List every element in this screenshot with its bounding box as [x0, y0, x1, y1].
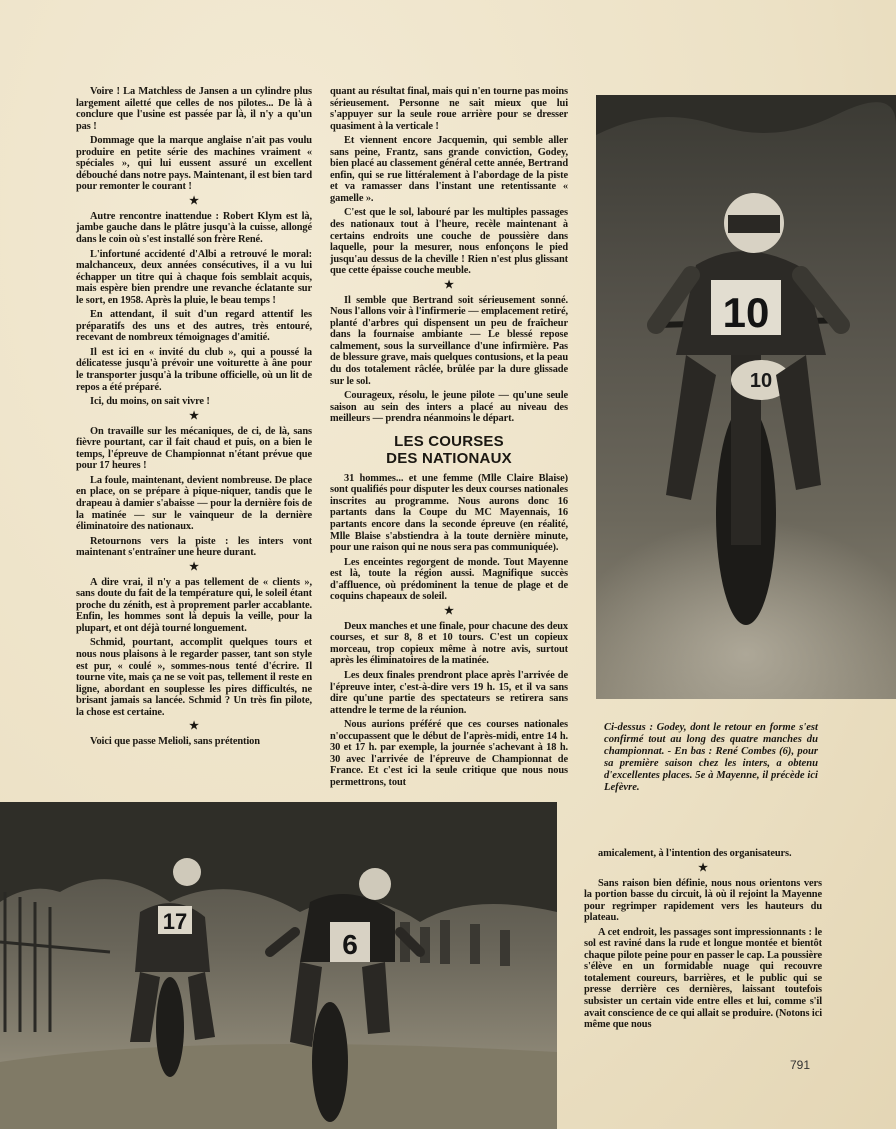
paragraph: Ici, du moins, on sait vivre !	[90, 396, 210, 408]
paragraph: Les deux finales prendront place après l'arrivée de l'épreuve inter, c'est-à-dire vers 19 h. 15, et il va sans dire qu'une partie des spectateurs se retirera sans attendre le terme de la réunion.	[330, 669, 568, 716]
article-column-3	[584, 848, 822, 1034]
paragraph: C'est que le sol, labouré par les multiples passages des nationaux tout à l'heure, recèle maintenant à certains endroits une couche de poussière dans laquelle, pour la mesurer, nous enfonçons le pied jusqu'au dessus de la cheville ! Rien n'est plus glissant que cette épaisse couche meuble.	[330, 207, 568, 277]
rider-bib-number: 10	[722, 289, 770, 336]
rider-bib-number: 17	[162, 909, 188, 934]
paragraph: Il semble que Bertrand soit sérieusement sonné. Nous l'allons voir à l'infirmerie — emplacement retiré, planté d'arbres qui dispensent un peu de fraîcheur dans la fournaise ambiante — Le blessé repose calmement, sous la surveillance d'une infirmière. Pas de blessure grave, mais quelques contusions, et la peau du dos totalement râclée, brûlée par la dure glissade sur le sol.	[330, 294, 568, 387]
paragraph: Retournons vers la piste : les inters vont maintenant s'entraîner une heure durant.	[76, 535, 312, 559]
section-heading-line: LES COURSES	[394, 432, 504, 450]
photo-riders-combes-lefevre	[0, 802, 557, 1129]
paragraph: Voici que passe Melioli, sans prétention	[90, 736, 260, 748]
paragraph: Dommage que la marque anglaise n'ait pas voulu produire en petite série des machines vraiment « spéciales », qui lui eussent assuré un excellent débouché dans notre pays. Maintenant, il est bien tard pour remonter le courant !	[76, 135, 312, 193]
paragraph: amicalement, à l'intention des organisateurs.	[598, 848, 792, 859]
paragraph: Sans raison bien définie, nous nous orientons vers la portion basse du circuit, là où il rejoint la Mayenne pour regrimper rapidement vers les hauteurs du plateau.	[584, 877, 822, 924]
paragraph: L'infortuné accidenté d'Albi a retrouvé le moral: malchanceux, deux années consécutives, il a vu lui échapper un titre qui à chaque fois semblait acquis, mais espère bien prendre une revanche éclatante sur le sort, en 1958. Après la pluie, le beau temps !	[76, 248, 312, 306]
paragraph: A dire vrai, il n'y a pas tellement de « clients », sans doute du fait de la température qui, le soleil étant proche du zénith, est à proprement parler accablante. Enfin, les hommes sont là depuis la veille, pour la plupart, et ont déjà tourné longuement.	[76, 576, 312, 634]
paragraph: On travaille sur les mécaniques, de ci, de là, sans fièvre pourtant, car il fait chaud et puis, on a bien le temps, l'épreuve de Championnat n'étant prévue que pour 17 heures !	[76, 425, 312, 472]
paragraph: Courageux, résolu, le jeune pilote — qu'une seule saison au sein des inters a placé au niveau des meilleurs — prendra néanmoins le départ.	[330, 390, 568, 425]
star-separator-icon: ★	[698, 861, 708, 874]
photo-caption: Ci-dessus : Godey, dont le retour en forme s'est confirmé tout au long des quatre manches du championnat. - En bas : René Combes (6), pour sa première saison chez les inters, a obtenu d'excellentes places. 5e à Mayenne, il précède ici Lefèvre.	[604, 722, 818, 793]
article-column-2	[330, 86, 568, 791]
star-separator-icon: ★	[189, 720, 199, 733]
photo-rider-godey-image	[596, 95, 896, 699]
paragraph: La foule, maintenant, devient nombreuse. De place en place, on se prépare à pique-niquer, tandis que le drapeau à damier s'abaisse — pour la dernière fois de la matinée — sur le vainqueur de la dernière éliminatoire des nationaux.	[76, 474, 312, 533]
star-separator-icon: ★	[189, 409, 199, 422]
paragraph: quant au résultat final, mais qui n'en tourne pas moins sérieusement. Personne ne sait mieux que lui s'appuyer sur la seule roue arrière pour se dresser quasiment à la verticale !	[330, 86, 568, 132]
paragraph: En attendant, il suit d'un regard attentif les préparatifs des uns et des autres, très entouré, recevant de nombreux témoignages d'amitié.	[76, 309, 312, 344]
front-plate-number: 10	[749, 370, 773, 392]
paragraph: Deux manches et une finale, pour chacune des deux courses, et sur 8, 8 et 10 tours. C'est un copieux morceau, trop copieux même à notre avis, surtout après les éliminatoires de la matinée.	[330, 620, 568, 667]
paragraph: Schmid, pourtant, accomplit quelques tours et nous nous plaisons à le regarder passer, tant son style est pur, « coulé », sommes-nous tenté d'écrire. Il tourne vite, mais ça ne se voit pas, tellement il reste en ligne, abordant en souplesse les pires difficultés, ne brisant jamais sa lancée. Schmid ? Un très fin pilote, la chose est certaine.	[76, 637, 312, 718]
paragraph: Autre rencontre inattendue : Robert Klym est là, jambe gauche dans le plâtre jusqu'à la cuisse, allongé dans le coin où s'est installé son frère René.	[76, 210, 312, 246]
article-column-1	[76, 86, 312, 751]
paragraph: Il est ici en « invité du club », qui a poussé la délicatesse jusqu'à prévoir une voiturette à âne pour le transporter jusqu'à la tribune officielle, où un lit de repos a été préparé.	[76, 346, 312, 393]
section-heading	[330, 433, 568, 467]
paragraph: Nous aurions préféré que ces courses nationales n'occupassent que le début de l'après-midi, entre 14 h. 30 et 17 h. par exemple, la journée s'achevant à 18 h. 30 avec l'arrivée de l'épreuve de Championnat de France. Et c'est ici la seule critique que nous nous permettrons, tout	[330, 719, 568, 788]
star-separator-icon: ★	[189, 194, 199, 207]
photo-riders-combes-lefevre-image	[0, 802, 557, 1129]
page-number: 791	[790, 1058, 811, 1072]
paragraph: 31 hommes... et une femme (Mlle Claire Blaise) sont qualifiés pour disputer les deux courses nationales inscrites au programme. Nous aurons donc 16 partants dans la Coupe du MC Mayennais, 16 partants encore dans la seconde épreuve (en réalité, Mlle Blaise s'abstiendra à la toute dernière minute, pour une raison qui ne nous sera pas communiquée).	[330, 472, 568, 554]
paragraph: A cet endroit, les passages sont impressionnants : le sol est raviné dans la rude et longue montée et bientôt chaque pilote peine pour en passer le cap. La poussière s'élève en un formidable nuage qui recouvre totalement coureurs, barrières, et le public qui se presse derrière ces dernières, laissant toutefois subsister un certain vide entre elles et lui, comme s'il avait conscience de ce qui allait se produire. (Notons ici même que nous	[584, 926, 822, 1031]
paragraph: Voire ! La Matchless de Jansen a un cylindre plus largement ailetté que celles de nos pilotes... De là à conclure que l'usine est passée par là, il n'y a qu'un pas !	[76, 86, 312, 132]
paragraph: Les enceintes regorgent de monde. Tout Mayenne est là, toute la région aussi. Magnifique succès d'affluence, où prédominent la tenue de plage et de coquins chapeaux de soleil.	[330, 556, 568, 603]
star-separator-icon: ★	[189, 560, 199, 573]
photo-rider-godey	[596, 95, 896, 699]
paragraph: Et viennent encore Jacquemin, qui semble aller sans peine, Frantz, sans grande conviction, Godey, bien placé au classement général cette année, Bertrand enfin, qui se rue littéralement à l'abordage de la piste et va ramasser dans l'instant une retentissante « gamelle ».	[330, 135, 568, 204]
rider-bib-number: 6	[342, 929, 358, 960]
section-heading-line: DES NATIONAUX	[386, 449, 512, 467]
star-separator-icon: ★	[444, 604, 454, 617]
star-separator-icon: ★	[444, 278, 454, 291]
